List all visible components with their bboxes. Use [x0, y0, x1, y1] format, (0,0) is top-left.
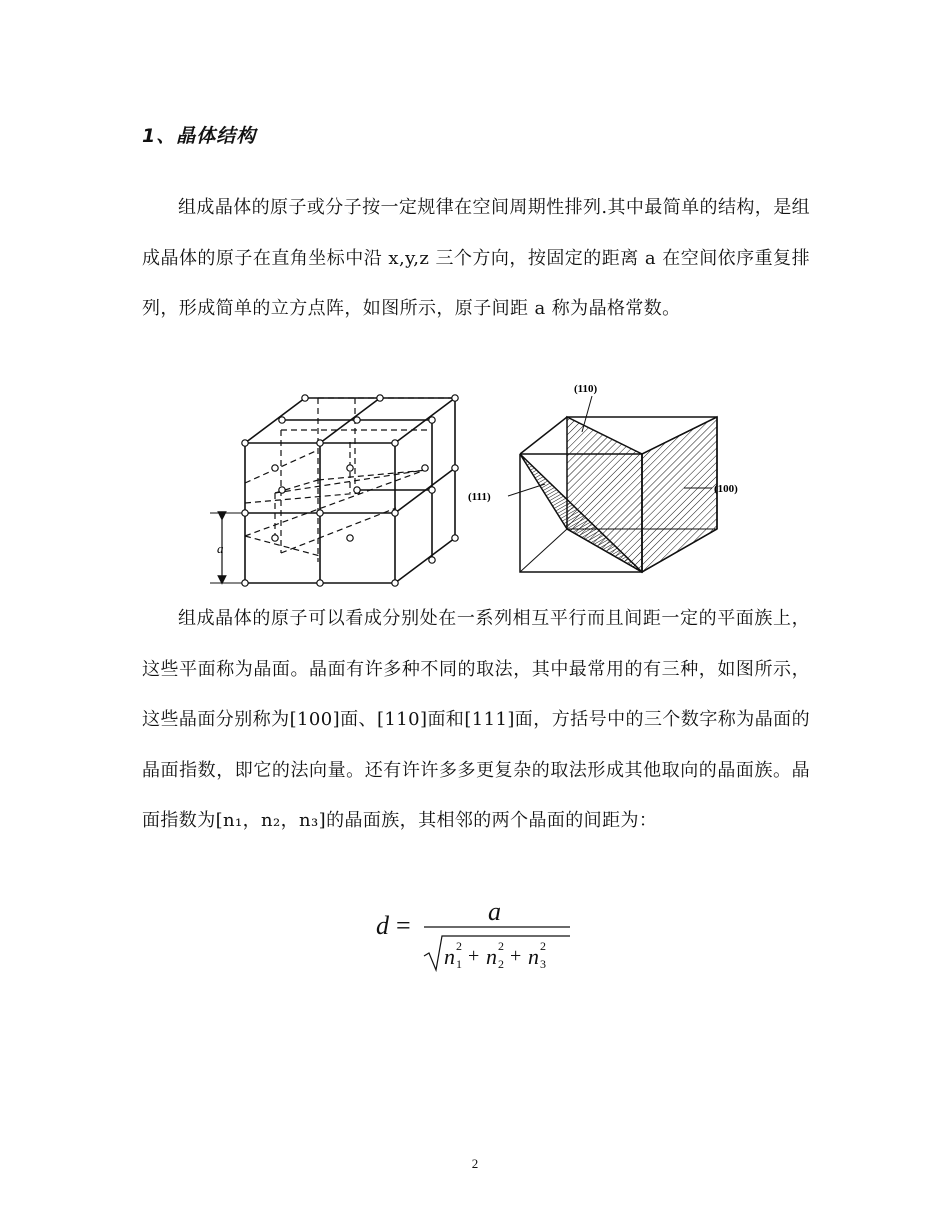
svg-text:2: 2	[456, 939, 462, 953]
svg-text:a: a	[488, 898, 501, 926]
svg-text:=: =	[396, 911, 411, 940]
label-111: (111)	[468, 491, 491, 503]
visible-lattice-lines	[245, 398, 455, 583]
svg-text:+: +	[468, 945, 480, 967]
paragraph-crystal-planes	[142, 594, 810, 847]
label-100: (100)	[714, 483, 738, 495]
interplanar-spacing-formula	[372, 898, 582, 978]
svg-text:2: 2	[540, 939, 546, 953]
svg-text:3: 3	[540, 957, 546, 971]
svg-text:1: 1	[456, 957, 462, 971]
svg-text:n: n	[486, 944, 497, 969]
plane-100	[642, 417, 717, 572]
svg-text:2: 2	[498, 957, 504, 971]
label-110: (110)	[574, 383, 598, 395]
paragraph-text: 组成晶体的原子或分子按一定规律在空间周期性排列.其中最简单的结构，是组成晶体的原子在直角坐标中沿 x,y,z 三个方向，按固定的距离 a 在空间依序重复排列，形成简单的立方点阵，如图所示，原子间距 a 称为晶格常数。	[142, 197, 810, 319]
section-heading: 1、晶体结构	[142, 125, 257, 147]
paragraph-text: 组成晶体的原子可以看成分别处在一系列相互平行而且间距一定的平面族上，这些平面称为晶面。晶面有许多种不同的取法，其中最常用的有三种，如图所示，这些晶面分别称为[100]面、[110]面和[111]面，方括号中的三个数字称为晶面的晶面指数，即它的法向量。还有许许多多更复杂的取法形成其他取向的晶面族。晶面指数为[n₁，n₂，n₃]的晶面族，其相邻的两个晶面的间距为：	[142, 608, 810, 831]
cubic-lattice-figure	[200, 388, 465, 593]
svg-text:n: n	[528, 944, 539, 969]
svg-text:+: +	[510, 945, 522, 967]
paragraph-crystal-structure	[142, 183, 810, 335]
svg-text:2: 2	[498, 939, 504, 953]
svg-text:n: n	[444, 944, 455, 969]
svg-text:d: d	[376, 911, 389, 940]
crystal-planes-figure	[460, 372, 760, 580]
lattice-constant-label: a	[217, 541, 224, 556]
page-number: 2	[471, 1156, 479, 1171]
